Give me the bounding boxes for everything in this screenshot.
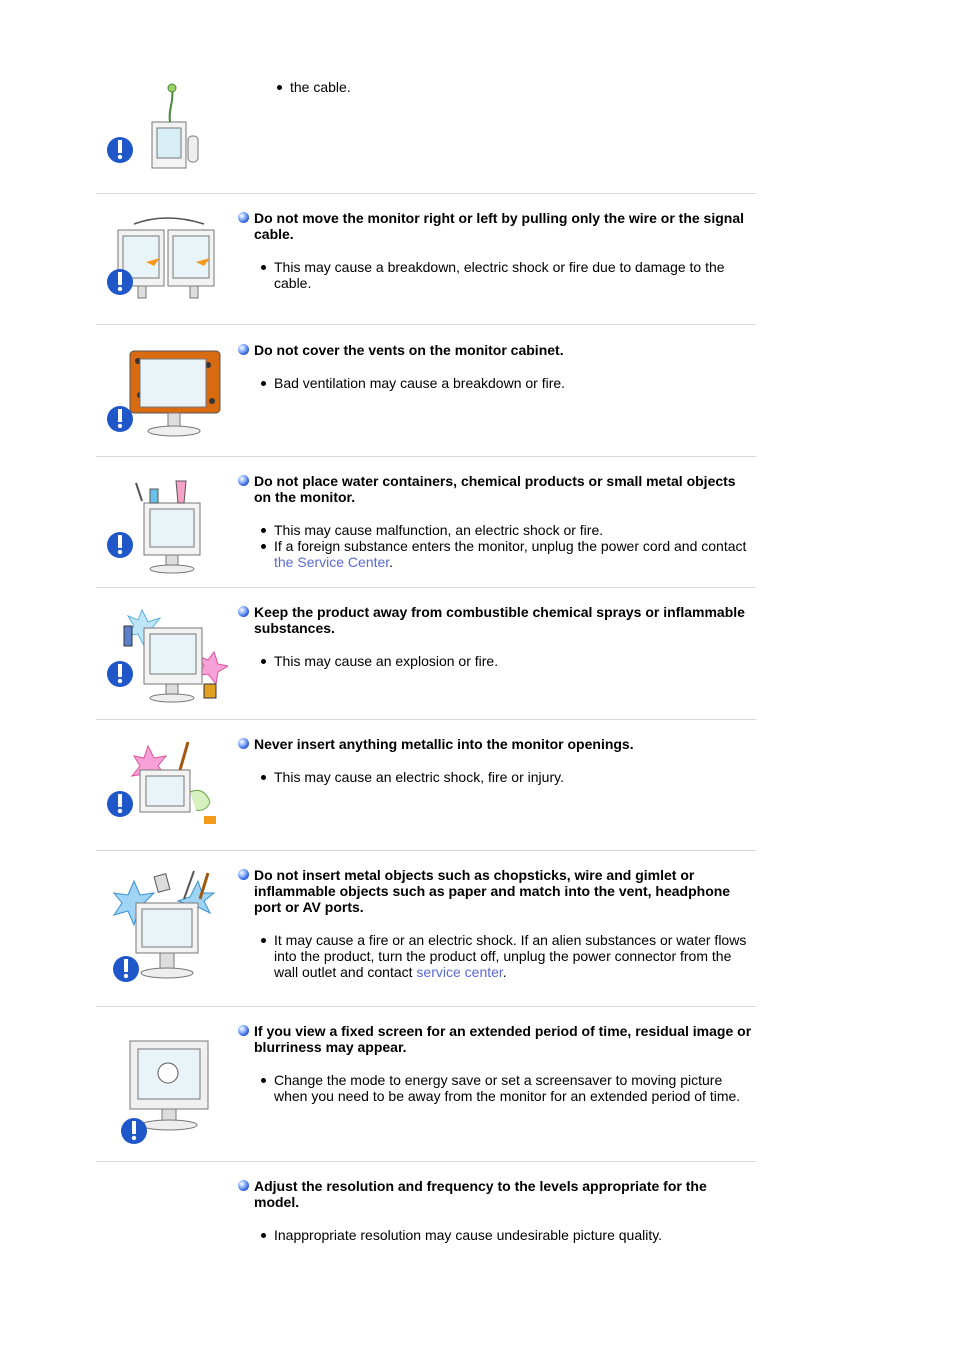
- blue-bullet-icon: [238, 344, 249, 355]
- list-item: If a foreign substance enters the monitor, unplug the power cord and contact the Service Center.: [274, 538, 754, 570]
- section-metal-objects: [96, 851, 756, 1006]
- list-item: This may cause an electric shock, fire or injury.: [274, 769, 754, 785]
- section-heading: Do not move the monitor right or left by pulling only the wire or the signal cable.: [238, 210, 754, 242]
- section-heading: Do not insert metal objects such as chopsticks, wire and gimlet or inflammable objects such as paper and match into the vent, headphone port or AV ports.: [238, 867, 754, 915]
- service-center-link[interactable]: the Service Center: [274, 554, 390, 570]
- section-metallic-openings: [96, 720, 756, 850]
- blue-bullet-icon: [238, 738, 249, 749]
- section-vents: [96, 325, 756, 456]
- section-heading: Keep the product away from combustible chemical sprays or inflammable substances.: [238, 604, 754, 636]
- metal-objects-illustration: [104, 869, 228, 989]
- list-item: Inappropriate resolution may cause undesirable picture quality.: [274, 1227, 754, 1243]
- list-item: Bad ventilation may cause a breakdown or fire.: [274, 375, 754, 391]
- section-intro: [96, 70, 756, 192]
- section-heading: If you view a fixed screen for an extended period of time, residual image or blurriness may appear.: [238, 1023, 754, 1055]
- intro-text: the cable.: [290, 79, 754, 95]
- section-heading: Do not place water containers, chemical products or small metal objects on the monitor.: [238, 473, 754, 505]
- list-item: This may cause a breakdown, electric shock or fire due to damage to the cable.: [274, 259, 754, 291]
- list-item: It may cause a fire or an electric shock. If an alien substances or water flows into the product, turn the product off, unplug the power connector from the wall outlet and contact service center.: [274, 932, 754, 980]
- section-heading: Adjust the resolution and frequency to the levels appropriate for the model.: [238, 1178, 754, 1210]
- covered-vents-illustration: [104, 345, 228, 453]
- list-item: This may cause an explosion or fire.: [274, 653, 754, 669]
- section-resolution: [96, 1162, 756, 1282]
- blue-bullet-icon: [238, 869, 249, 880]
- blue-bullet-icon: [238, 212, 249, 223]
- monitor-cable-illustration: [104, 80, 228, 188]
- blue-bullet-icon: [238, 606, 249, 617]
- metallic-openings-illustration: [104, 736, 228, 844]
- blue-bullet-icon: [238, 1180, 249, 1191]
- fixed-screen-illustration: [104, 1039, 228, 1151]
- list-item: This may cause malfunction, an electric shock or fire.: [274, 522, 754, 538]
- list-item: Change the mode to energy save or set a screensaver to moving picture when you need to be away from the monitor for an extended period of time.: [274, 1072, 754, 1104]
- water-containers-illustration: [104, 473, 228, 581]
- section-fixed-screen: [96, 1007, 756, 1161]
- monitor-pulled-illustration: [104, 212, 228, 320]
- combustible-sprays-illustration: [104, 606, 228, 714]
- service-center-link[interactable]: service center: [416, 964, 503, 980]
- section-water-containers: [96, 457, 756, 587]
- section-heading: Never insert anything metallic into the monitor openings.: [238, 736, 754, 752]
- section-cable-pull: [96, 194, 756, 324]
- blue-bullet-icon: [238, 1025, 249, 1036]
- blue-bullet-icon: [238, 475, 249, 486]
- section-combustible-sprays: [96, 588, 756, 719]
- section-heading: Do not cover the vents on the monitor cabinet.: [238, 342, 754, 358]
